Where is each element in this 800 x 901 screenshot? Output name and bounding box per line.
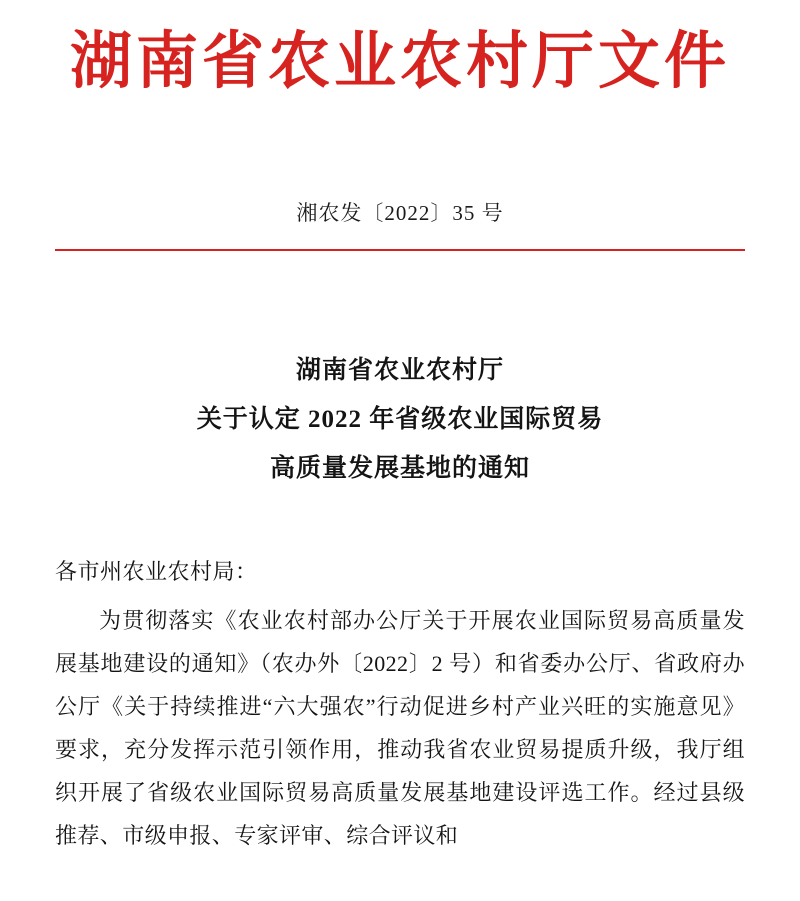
document-title-line-3: 高质量发展基地的通知 — [269, 454, 530, 482]
document-salutation: 各市州农业农村局： — [55, 559, 258, 585]
document-body — [55, 600, 745, 857]
document-masthead: 湖南省农业农村厅文件 — [69, 24, 730, 97]
red-divider-rule — [55, 249, 745, 251]
document-title-line-2: 关于认定 2022 年省级农业国际贸易 — [196, 405, 604, 433]
body-paragraph: 为贯彻落实《农业农村部办公厅关于开展农业国际贸易高质量发展基地建设的通知》（农办外〔2022〕2 号）和省委办公厅、省政府办公厅《关于持续推进“六大强农”行动促进乡村产业兴旺的实施意见》要求，充分发挥示范引领作用，推动我省农业贸易提质升级，我厅组织开展了省级农业国际贸易高质量发展基地建设评选工作。经过县级推荐、市级申报、专家评审、综合评议和 — [55, 608, 745, 848]
document-number: 湘农发〔2022〕35 号 — [296, 201, 504, 226]
document-title — [55, 347, 745, 493]
document-title-line-1: 湖南省农业农村厅 — [295, 357, 504, 385]
